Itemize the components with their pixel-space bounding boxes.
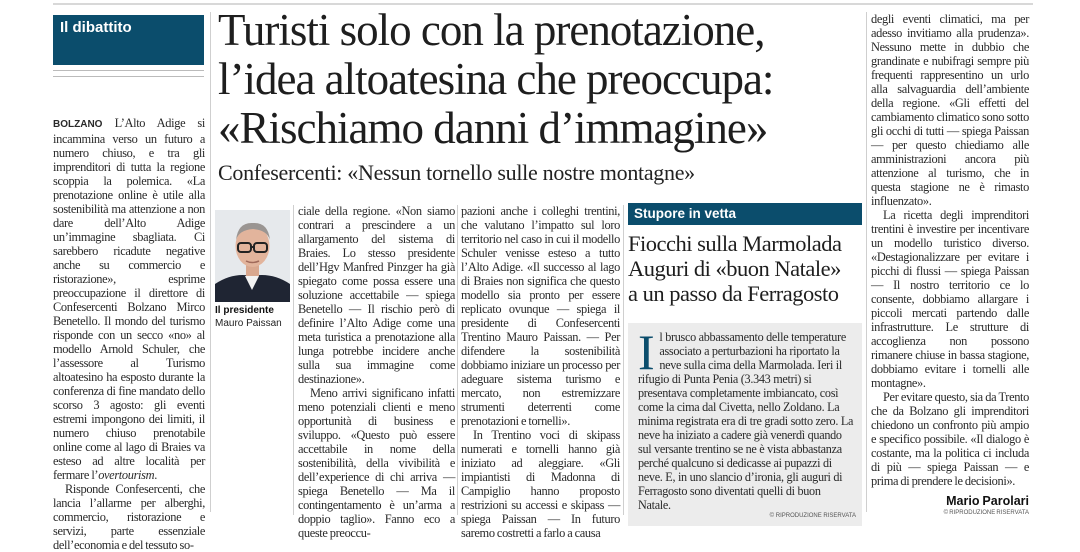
sidebar-kicker: Stupore in vetta [628,203,862,225]
author-byline: Mario Parolari [946,494,1029,508]
subtitle: Confesercenti: «Nessun tornello sulle nostre montagne» [218,160,695,185]
text: L’Alto Adige si incammina verso un futuro a numero chiuso, e tra gli imprenditori di tutta la regione scoppia la polemica. «La prenotazione online è utile alla sostenibilità ma attenzione a non dare dell’Alto Adige un’immagine sbagliata. Ci sarebbero ricadute negative anche su commercio e ristorazione», esprime preoccupazione il direttore di Confesercenti Bolzano Mirco Benetello. Il mondo del turismo risponde con un secco «no» al modello Arnold Schuler, che l’assessore al Turismo altoatesino ha esposto durante la conferenza di fine mandato dello scorso 3 agosto: gli eventi estremi impongono dei limiti, il numero chiuso prenotabile online come al lago di Braies va esteso ad altre località per fermare l’ [53,116,205,482]
italic-text: overtourism [98,468,155,482]
portrait-photo [215,210,290,302]
dateline: BOLZANO [53,119,103,130]
column-rule [210,12,211,512]
sidebar-headline-line: Fiocchi sulla Marmolada [628,231,842,256]
article-column-2 [298,204,455,540]
sidebar-box [628,323,862,526]
column-rule [866,12,867,512]
paragraph: pazioni anche i colleghi trentini, che valutano l’impatto sul loro territorio nel caso in cui il modello Schuler venisse esteso a tutto l’Alto Adige. «Il successo al lago di Braies non significa che questo modello sia pronto per essere replicato ovunque — spiega il presidente di Confesercenti Trentino Mauro Paissan. — Per difendere la sostenibilità dobbiamo iniziare un processo per adeguare sistema turismo e mercato, non estremizzare strumenti deterrenti come prenotazioni e tornelli». [461,204,620,428]
column-rule [457,205,458,515]
headline-line: «Rischiamo danni d’immagine» [218,103,768,153]
sidebar-headline-line: a un passo da Ferragosto [628,281,839,306]
sidebar-headline [628,231,864,306]
article-column-3 [461,204,620,540]
headline-line: Turisti solo con la prenotazione, [218,5,765,55]
photo-caption-name: Mauro Paissan [215,318,282,329]
paragraph: degli eventi climatici, ma per adesso invitiamo alla prudenza». Nessuno mette in dubbio che grandinate e nubifragi sempre più frequenti rappresentino un urlo alla salvaguardia dell’ambiente della regione. «Gli effetti del cambiamento climatico sono sotto gli occhi di tutti — spiega Paissan — per questo chiediamo alle amministrazioni ancora più attenzione al turismo, che in questa stagione ne è rimasto influenzato». [871,12,1029,208]
headline-line: l’idea altoatesina che preoccupa: [218,54,774,104]
copyright-note: © RIPRODUZIONE RISERVATA [769,513,856,519]
sidebar-headline-line: Auguri di «buon Natale» [628,256,841,281]
drop-cap: I [638,324,655,380]
paragraph: La ricetta degli imprenditori trentini è investire per incentivare un modello turistico diverso. «Destagionalizzare per evitare i picchi di flussi — spiega Paissan — Il nostro territorio ce lo consente, dobbiamo allargare i piccoli mercati partendo dalle infrastrutture. Le strutture di accoglienza non possono rimanere chiuse in bassa stagione, dobbiamo evitare i tornelli alle montagne». [871,208,1029,390]
article-column-1 [53,116,205,552]
paragraph: Risponde Confesercenti, che lancia l’allarme per alberghi, commercio, ristorazione e servizi, parte essenziale dell’economia e del tessuto so- [53,482,205,552]
headline [218,6,863,153]
article-column-5 [871,12,1029,518]
divider [53,76,204,77]
copyright-note: © RIPRODUZIONE RISERVATA [943,510,1029,516]
paragraph: Meno arrivi significano infatti meno potenziali clienti e meno opportunità di business e sviluppo. «Questo può essere accettabile in nome della sostenibilità, della vivibilità e dell’experience di chi arriva — spiega Benetello — Ma il contingentamento è un’arma a doppio taglio». Fanno eco a queste preoccu- [298,386,455,540]
column-rule [623,205,624,515]
paragraph: In Trentino voci di skipass numerati e tornelli hanno già iniziato ad aleggiare. «Gli impiantisti di Madonna di Campiglio hanno proposto restrizioni su accessi e skipass — spiega Paissan — In futuro saremo costretti a farlo a causa [461,428,620,540]
paragraph: Per evitare questo, sia da Trento che da Bolzano gli imprenditori chiedono un confronto più ampio e specifico possibile. «Il dialogo è costante, ma la politica ci includa di più — spiega Paissan — e prima di prendere le decisioni». [871,390,1029,488]
person-portrait-icon [215,210,290,302]
paragraph: ciale della regione. «Non siamo contrari a prescindere a un allargamento del sistema di Braies. Lo stesso presidente dell’Hgv Manfred Pinzger ha già spiegato come possa essere una soluzione accettabile — spiega Benetello — Il rischio però di definire l’Alto Adige come una meta turistica a prenotazione alla lunga potrebbe incidere anche sulla sua immagine come destinazione». [298,204,455,386]
section-label: Il dibattito [53,15,204,65]
photo-caption-title: Il presidente [215,305,274,316]
sidebar-body: l brusco abbassamento delle temperature associato a perturbazioni ha riportato la neve sulla cima della Marmolada. Ieri il rifugio di Punta Penia (3.343 metri) si presentava completamente imbiancato, così come la cima dal Civetta, nello Zoldano. La minima registrata era di tre gradi sotto zero. La neve ha iniziato a cadere già venerdì quando sul versante trentino se ne è vista abbastanza perché qualcuno si dedicasse ai pupazzi di neve. E, in uno slancio d’ironia, gli auguri di Ferragosto sono diventati quelli di buon Natale. [638,330,854,512]
paragraph [53,116,205,482]
divider [53,70,204,71]
column-rule [293,205,294,515]
text: . [154,468,157,482]
